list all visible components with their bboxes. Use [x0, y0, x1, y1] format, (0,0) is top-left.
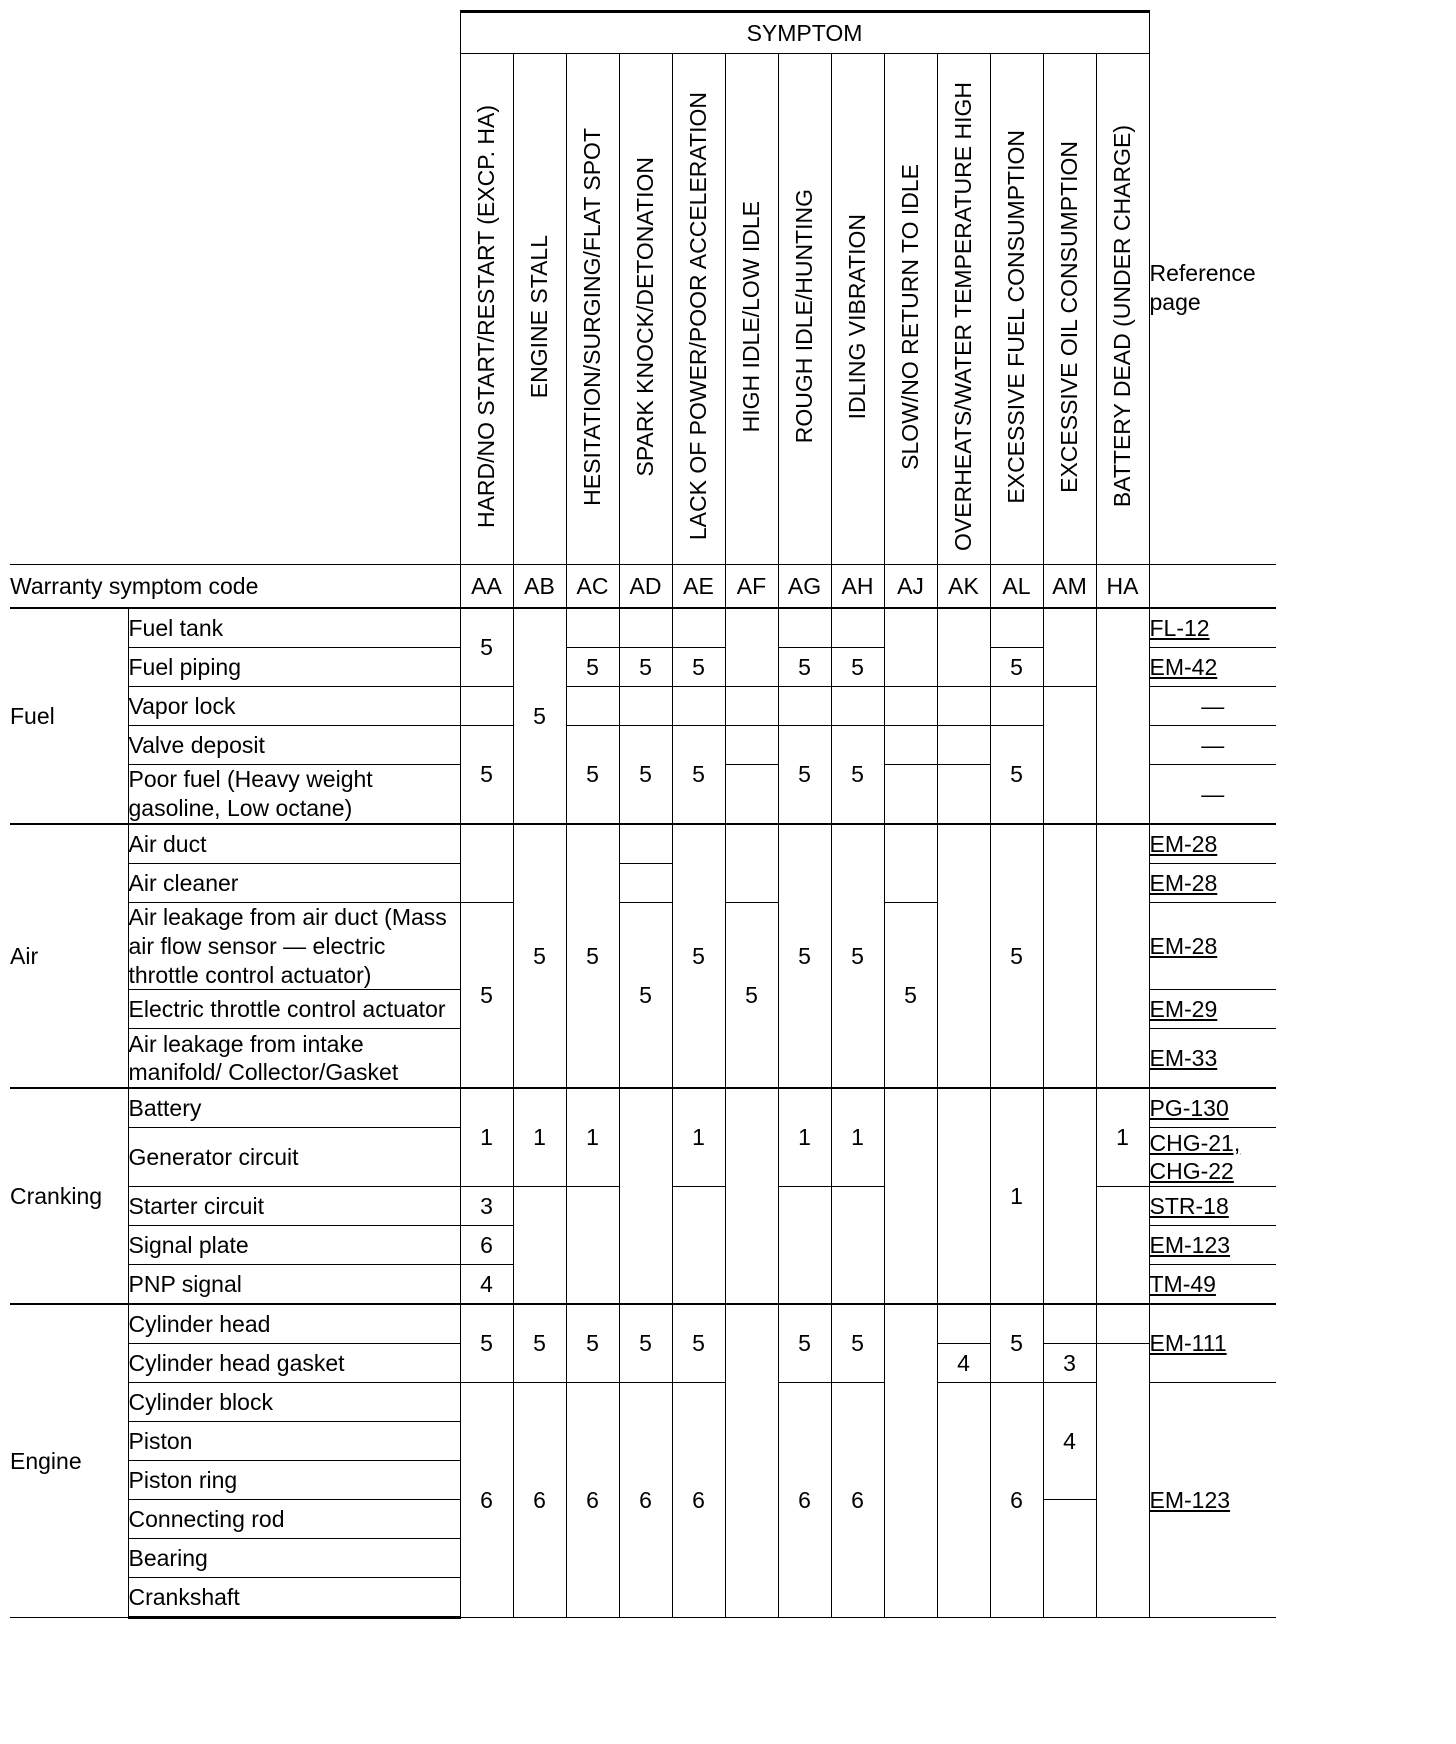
- symptom-col-ad: SPARK KNOCK/DETONATION: [619, 54, 672, 565]
- cell-value: 5: [778, 648, 831, 687]
- item-crankshaft: Crankshaft: [128, 1578, 460, 1618]
- item-poor-fuel: Poor fuel (Heavy weight gasoline, Low octane): [128, 765, 460, 825]
- symptom-col-am: EXCESSIVE OIL CONSUMPTION: [1043, 54, 1096, 565]
- item-vapor-lock: Vapor lock: [128, 687, 460, 726]
- cell-value: 6: [990, 1383, 1043, 1618]
- cell-value: 5: [513, 1304, 566, 1383]
- ref-link[interactable]: PG-130: [1149, 1088, 1276, 1128]
- cell-value: 5: [672, 648, 725, 687]
- code-aj: AJ: [884, 565, 937, 609]
- cell-value: 5: [884, 903, 937, 1089]
- cell-value: 3: [460, 1187, 513, 1226]
- ref-link[interactable]: EM-28: [1149, 903, 1276, 990]
- ref-link[interactable]: EM-111: [1149, 1304, 1276, 1383]
- item-battery: Battery: [128, 1088, 460, 1128]
- ref-link[interactable]: TM-49: [1149, 1265, 1276, 1305]
- symptom-col-al: EXCESSIVE FUEL CONSUMPTION: [990, 54, 1043, 565]
- code-ab: AB: [513, 565, 566, 609]
- ref-link[interactable]: EM-28: [1149, 824, 1276, 864]
- cell-value: 5: [990, 726, 1043, 825]
- code-ref-blank: [1149, 565, 1276, 609]
- ref-link[interactable]: EM-123: [1149, 1383, 1276, 1618]
- item-piston: Piston: [128, 1422, 460, 1461]
- cell-value: 3: [1043, 1344, 1096, 1383]
- item-air-cleaner: Air cleaner: [128, 864, 460, 903]
- code-af: AF: [725, 565, 778, 609]
- code-aa: AA: [460, 565, 513, 609]
- ref-link[interactable]: STR-18: [1149, 1187, 1276, 1226]
- ref-link[interactable]: EM-28: [1149, 864, 1276, 903]
- cell-value: 5: [566, 824, 619, 1088]
- item-starter-circuit: Starter circuit: [128, 1187, 460, 1226]
- symptom-col-aj: SLOW/NO RETURN TO IDLE: [884, 54, 937, 565]
- item-valve-deposit: Valve deposit: [128, 726, 460, 765]
- code-al: AL: [990, 565, 1043, 609]
- item-cylinder-block: Cylinder block: [128, 1383, 460, 1422]
- cell-value: 5: [460, 726, 513, 825]
- cell-value: 6: [460, 1383, 513, 1618]
- cell-value: 5: [990, 648, 1043, 687]
- item-air-duct: Air duct: [128, 824, 460, 864]
- item-bearing: Bearing: [128, 1539, 460, 1578]
- symptom-col-ac: HESITATION/SURGING/FLAT SPOT: [566, 54, 619, 565]
- cell-value: 5: [460, 1304, 513, 1383]
- cell-value: 1: [460, 1088, 513, 1187]
- group-cranking: Cranking: [10, 1088, 128, 1304]
- symptom-table: [10, 10, 1276, 1619]
- ref-dash: —: [1149, 687, 1276, 726]
- cell-value: 5: [566, 1304, 619, 1383]
- cell-value: 5: [831, 824, 884, 1088]
- code-ak: AK: [937, 565, 990, 609]
- code-ad: AD: [619, 565, 672, 609]
- cell-value: 5: [566, 648, 619, 687]
- item-air-leakage-manifold: Air leakage from intake manifold/ Collector/Gasket: [128, 1029, 460, 1089]
- ref-link[interactable]: EM-29: [1149, 990, 1276, 1029]
- cell-value: 5: [778, 824, 831, 1088]
- ref-link[interactable]: CHG-21, CHG-22: [1149, 1128, 1276, 1187]
- cell-value: 5: [566, 726, 619, 825]
- item-etc-actuator: Electric throttle control actuator: [128, 990, 460, 1029]
- symptom-title: SYMPTOM: [460, 12, 1149, 54]
- cell-value: 5: [831, 1304, 884, 1383]
- symptom-col-af: HIGH IDLE/LOW IDLE: [725, 54, 778, 565]
- reference-page-header: Reference page: [1149, 12, 1276, 565]
- cell-value: 5: [513, 608, 566, 824]
- symptom-col-ak: OVERHEATS/WATER TEMPERATURE HIGH: [937, 54, 990, 565]
- cell-value: 5: [513, 824, 566, 1088]
- ref-link[interactable]: FL-12: [1149, 608, 1276, 648]
- cell-value: 1: [778, 1088, 831, 1187]
- symptom-col-ag: ROUGH IDLE/HUNTING: [778, 54, 831, 565]
- ref-link[interactable]: EM-42: [1149, 648, 1276, 687]
- symptom-col-ha: BATTERY DEAD (UNDER CHARGE): [1096, 54, 1149, 565]
- cell-value: 6: [672, 1383, 725, 1618]
- cell-value: 1: [831, 1088, 884, 1187]
- cell-value: 5: [990, 824, 1043, 1088]
- cell-value: 5: [831, 726, 884, 825]
- cell-value: 5: [990, 1304, 1043, 1383]
- cell-value: 5: [460, 903, 513, 1089]
- ref-link[interactable]: EM-123: [1149, 1226, 1276, 1265]
- code-ha: HA: [1096, 565, 1149, 609]
- cell-value: 6: [566, 1383, 619, 1618]
- symptom-col-ae: LACK OF POWER/POOR ACCELERATION: [672, 54, 725, 565]
- cell-value: 5: [672, 824, 725, 1088]
- group-fuel: Fuel: [10, 608, 128, 824]
- item-fuel-piping: Fuel piping: [128, 648, 460, 687]
- cell-value: 5: [619, 903, 672, 1089]
- cell-value: 5: [619, 1304, 672, 1383]
- cell-value: 5: [619, 726, 672, 825]
- item-cylinder-head: Cylinder head: [128, 1304, 460, 1344]
- item-fuel-tank: Fuel tank: [128, 608, 460, 648]
- item-pnp-signal: PNP signal: [128, 1265, 460, 1305]
- item-air-leakage-duct: Air leakage from air duct (Mass air flow sensor — electric throttle control actuator): [128, 903, 460, 990]
- symptom-col-aa: HARD/NO START/RESTART (EXCP. HA): [460, 54, 513, 565]
- symptom-col-ah: IDLING VIBRATION: [831, 54, 884, 565]
- cell-value: 6: [831, 1383, 884, 1618]
- cell-value: 5: [460, 608, 513, 687]
- symptom-col-ab: ENGINE STALL: [513, 54, 566, 565]
- cell-value: 5: [778, 726, 831, 825]
- cell-value: 6: [513, 1383, 566, 1618]
- ref-dash: —: [1149, 765, 1276, 825]
- cell-value: 5: [619, 648, 672, 687]
- cell-value: 4: [460, 1265, 513, 1305]
- cell-value: 6: [619, 1383, 672, 1618]
- cell-value: 5: [725, 903, 778, 1089]
- warranty-symptom-code-label: Warranty symptom code: [10, 565, 460, 609]
- cell-value: 1: [566, 1088, 619, 1187]
- item-cylinder-head-gasket: Cylinder head gasket: [128, 1344, 460, 1383]
- item-signal-plate: Signal plate: [128, 1226, 460, 1265]
- cell-value: 6: [778, 1383, 831, 1618]
- cell-value: 5: [778, 1304, 831, 1383]
- cell-value: 5: [831, 648, 884, 687]
- cell-value: 6: [460, 1226, 513, 1265]
- code-ah: AH: [831, 565, 884, 609]
- ref-dash: —: [1149, 726, 1276, 765]
- group-air: Air: [10, 824, 128, 1088]
- cell-value: 5: [672, 1304, 725, 1383]
- cell-value: 1: [1096, 1088, 1149, 1187]
- item-connecting-rod: Connecting rod: [128, 1500, 460, 1539]
- cell-value: 1: [990, 1088, 1043, 1304]
- cell-value: 4: [937, 1344, 990, 1383]
- code-ag: AG: [778, 565, 831, 609]
- cell-value: 4: [1043, 1383, 1096, 1500]
- code-am: AM: [1043, 565, 1096, 609]
- item-generator-circuit: Generator circuit: [128, 1128, 460, 1187]
- cell-value: 1: [513, 1088, 566, 1187]
- cell-value: 5: [672, 726, 725, 825]
- code-ac: AC: [566, 565, 619, 609]
- item-piston-ring: Piston ring: [128, 1461, 460, 1500]
- corner-blank: [10, 12, 460, 565]
- group-engine: Engine: [10, 1304, 128, 1618]
- code-ae: AE: [672, 565, 725, 609]
- cell-value: 1: [672, 1088, 725, 1187]
- ref-link[interactable]: EM-33: [1149, 1029, 1276, 1089]
